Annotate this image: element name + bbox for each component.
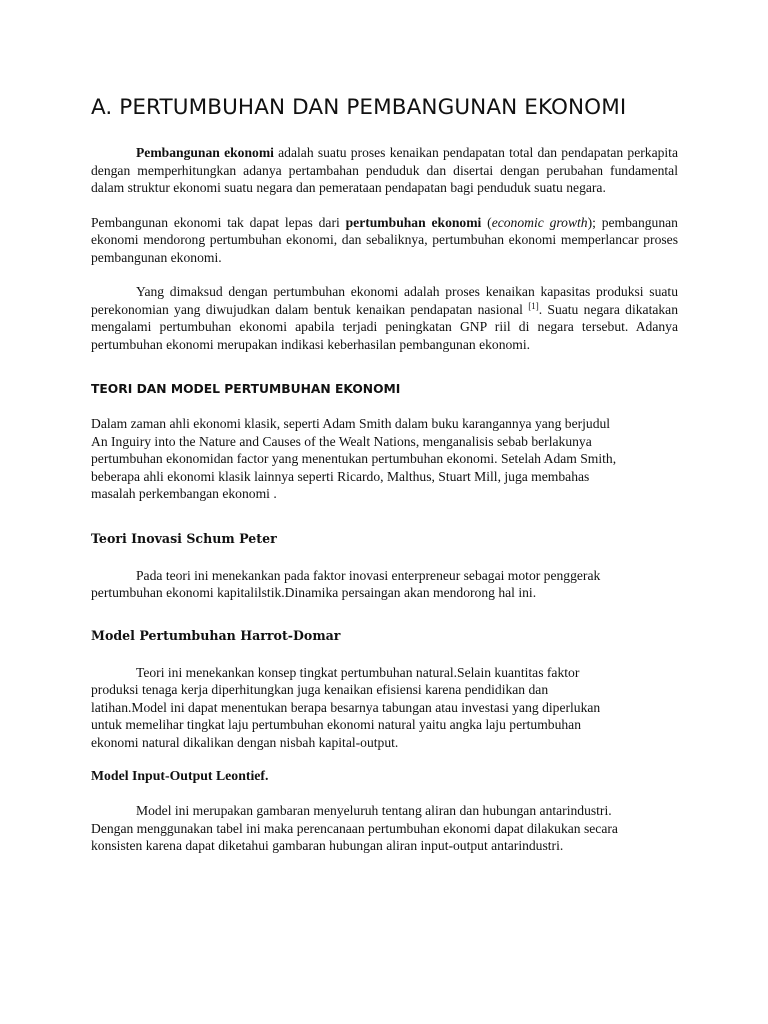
paragraph-harrod-domar <box>91 664 678 752</box>
paragraph-text: ); pembangunan ekonomi mendorong pertumbuhan ekonomi, dan sebaliknya, pertumbuhan ekonomi memperlancar proses pembangunan ekonomi. <box>91 214 678 265</box>
text-line: latihan.Model ini dapat menentukan berapa besarnya tabungan atau investasi yang diperlukan <box>91 699 601 715</box>
text-line: untuk memelihar tingkat laju pertumbuhan ekonomi natural yaitu angka laju pertumbuhan <box>91 717 581 732</box>
paragraph-text: Yang dimaksud dengan pertumbuhan ekonomi adalah proses kenaikan kapasitas produksi suatu perekonomian yang diwujudkan dalam bentuk kenaikan pendapatan nasional <box>91 284 678 317</box>
text-line: masalah perkembangan ekonomi . <box>91 486 277 501</box>
paragraph-leontief <box>91 802 678 855</box>
paragraph-pembangunan-definition <box>91 144 678 197</box>
section-heading-harrod-domar: Model Pertumbuhan Harrot-Domar <box>91 627 341 643</box>
text-line: An Inguiry into the Nature and Causes of the Wealt Nations, menganalisis sebab berlakunya <box>91 433 592 449</box>
paragraph-pertumbuhan-definition <box>91 283 678 353</box>
page-title: A. PERTUMBUHAN DAN PEMBANGUNAN EKONOMI <box>91 95 627 120</box>
text-line: produksi tenaga kerja diperhitungkan juga kenaikan efisiensi karena pendidikan dan <box>91 682 549 697</box>
text-line: Teori ini menekankan konsep tingkat pertumbuhan natural.Selain kuantitas faktor <box>136 664 580 680</box>
paragraph-relation <box>91 214 678 267</box>
paragraph-text: adalah suatu proses kenaikan pendapatan total dan pendapatan perkapita dengan memperhitungkan adanya pertambahan penduduk dan disertai dengan perubahan fundamental dalam struktur ekonomi suatu negara dan pemerataan pendapatan bagi penduduk suatu negara. <box>91 145 678 195</box>
paragraph-text: . Suatu negara dikatakan mengalami pertumbuhan ekonomi apabila terjadi peningkatan GNP riil di negara tersebut. Adanya pertumbuhan ekonomi merupakan indikasi keberhasilan pembangunan ekonomi. <box>91 301 679 352</box>
bold-term: Pembangunan ekonomi <box>136 145 274 160</box>
footnote-ref[interactable]: [1] <box>528 300 539 311</box>
paragraph-classical-economists <box>91 415 678 503</box>
text-line: ekonomi natural dikalikan dengan nisbah kapital-output. <box>91 734 399 750</box>
italic-term: economic growth <box>491 214 588 230</box>
text-line: pertumbuhan ekonomi kapitalilstik.Dinamika persaingan akan mendorong hal ini. <box>91 585 537 600</box>
paragraph-text: Pembangunan ekonomi tak dapat lepas dari <box>91 214 346 230</box>
text-line: beberapa ahli ekonomi klasik lainnya seperti Ricardo, Malthus, Stuart Mill, juga membahas <box>91 468 590 484</box>
paragraph-text: ( <box>481 214 492 230</box>
text-line: konsisten karena dapat diketahui gambaran hubungan aliran input-output antarindustri. <box>91 838 564 853</box>
text-line: Model ini merupakan gambaran menyeluruh tentang aliran dan hubungan antarindustri. <box>136 803 612 818</box>
text-line: Dengan menggunakan tabel ini maka perencanaan pertumbuhan ekonomi dapat dilakukan secara <box>91 820 618 836</box>
text-line: Dalam zaman ahli ekonomi klasik, seperti Adam Smith dalam buku karangannya yang berjudul <box>91 416 611 431</box>
paragraph-schumpeter <box>91 567 678 602</box>
section-heading-theory: TEORI DAN MODEL PERTUMBUHAN EKONOMI <box>91 382 401 396</box>
bold-term: pertumbuhan ekonomi <box>345 214 482 230</box>
text-line: pertumbuhan ekonomidan factor yang menentukan pertumbuhan ekonomi. Setelah Adam Smith, <box>91 451 617 466</box>
section-heading-leontief: Model Input-Output Leontief. <box>91 768 269 783</box>
section-heading-schumpeter: Teori Inovasi Schum Peter <box>91 530 277 546</box>
text-line: Pada teori ini menekankan pada faktor inovasi enterpreneur sebagai motor penggerak <box>136 567 601 583</box>
